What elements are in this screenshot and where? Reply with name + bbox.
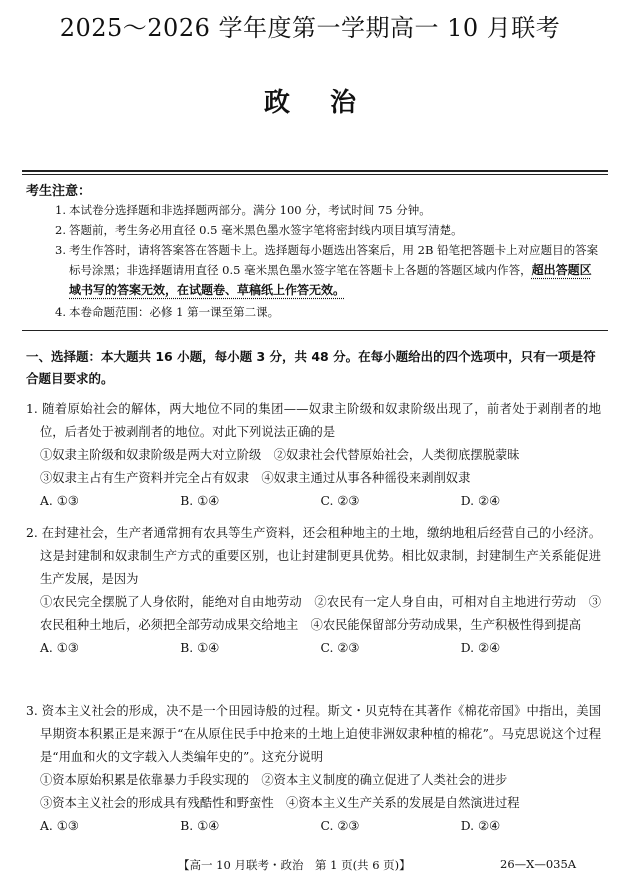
option-d: D. ②④: [460, 494, 501, 508]
notice-item-number: 1.: [55, 203, 66, 217]
notice-item-text: 本试卷分选择题和非选择题两部分。满分 100 分，考试时间 75 分钟。: [69, 203, 431, 217]
option-a: A. ①③: [40, 494, 79, 508]
option-b: B. ①④: [180, 819, 220, 833]
question-stem: 1. 随着原始社会的解体，两大地位不同的集团——奴隶主阶级和奴隶阶级出现了，前者处于剥削者的地位，后者处于被剥削者的地位。对此下列说法正确的是: [26, 402, 601, 439]
divider-thin: [22, 174, 608, 175]
notice-item-text-regular: 考生作答时，请将答案答在答题卡上。选择题每小题选出答案后，用 2B 铅笔把答题卡上对应题目的答案标号涂黑；非选择题请用直径 0.5 毫米黑色墨水签字笔在答题卡上各题的答题区域内作答，: [69, 243, 599, 277]
notice-item-text-emphasis: 超出答题区域书写的答案无效，在试题卷、草稿纸上作答无效。: [69, 263, 592, 297]
notice-item-text: [55, 240, 600, 300]
notice-divider: [22, 330, 608, 331]
question-2: [26, 522, 601, 660]
subject-title: 政治: [263, 88, 396, 118]
question-statement: ①资本原始积累是依靠暴力手段实现的 ②资本主义制度的确立促进了人类社会的进步: [40, 773, 508, 787]
question-stem: 2. 在封建社会，生产者通常拥有农具等生产资料，还会租种地主的土地，缴纳地租后经营自己的小经济。这是封建制和奴隶制生产方式的重要区别，也让封建制更具优势。相比奴隶制，封建制生产关系能促进生产发展，是因为: [26, 526, 601, 586]
footer-exam-code: 26—X—035A: [500, 857, 577, 871]
option-b: B. ①④: [180, 641, 220, 655]
notice-item-number: 4.: [55, 305, 66, 319]
option-b: B. ①④: [180, 494, 220, 508]
section-heading: 一、选择题：本大题共 16 小题，每小题 3 分，共 48 分。在每小题给出的四个选项中，只有一项是符合题目要求的。: [26, 349, 596, 386]
answer-options: [26, 490, 601, 513]
notice-heading: 考生注意：: [26, 184, 92, 199]
notice-item: [55, 302, 600, 322]
answer-options: [26, 637, 601, 660]
footer-page-info: 【高一 10 月联考・政治 第 1 页(共 6 页)】: [178, 858, 411, 872]
notice-item-number: 2.: [55, 223, 66, 237]
exam-title: 2025～2026 学年度第一学期高一 10 月联考: [59, 14, 561, 42]
question-statement: ③资本主义社会的形成具有残酷性和野蛮性 ④资本主义生产关系的发展是自然演进过程: [40, 796, 520, 810]
question-1: [26, 398, 601, 513]
option-d: D. ②④: [460, 641, 501, 655]
notice-item: [55, 240, 600, 300]
option-c: C. ②③: [320, 641, 360, 655]
option-d: D. ②④: [460, 819, 501, 833]
question-stem: 3. 资本主义社会的形成，决不是一个田园诗般的过程。斯文・贝克特在其著作《棉花帝国》中指出，美国早期资本积累正是来源于“在从原住民手中抢来的土地上迫使非洲奴隶种植的棉花”。马克思说这个过程是“用血和火的文字载入人类编年史的”。这充分说明: [26, 704, 601, 764]
notice-item: [55, 200, 600, 220]
notice-item: [55, 220, 600, 240]
notice-item-number: 3.: [55, 243, 66, 257]
option-c: C. ②③: [320, 819, 360, 833]
divider-thick: [22, 170, 608, 172]
notice-item-text: 答题前，考生务必用直径 0.5 毫米黑色墨水签字笔将密封线内项目填写清楚。: [69, 223, 463, 237]
question-statement: ①农民完全摆脱了人身依附，能绝对自由地劳动 ②农民有一定人身自由，可相对自主地进行劳动 ③农民租种土地后，必须把全部劳动成果交给地主 ④农民能保留部分劳动成果，生产积极性得到提高: [40, 595, 601, 632]
notice-item-text: 本卷命题范围：必修 1 第一课至第二课。: [69, 305, 280, 319]
answer-options: [26, 815, 601, 838]
question-statement: ①奴隶主阶级和奴隶阶级是两大对立阶级 ②奴隶社会代替原始社会，人类彻底摆脱蒙昧: [40, 448, 520, 462]
option-a: A. ①③: [40, 641, 79, 655]
question-3: [26, 700, 601, 838]
option-c: C. ②③: [320, 494, 360, 508]
option-a: A. ①③: [40, 819, 79, 833]
question-statement: ③奴隶主占有生产资料并完全占有奴隶 ④奴隶主通过从事各种徭役来剥削奴隶: [40, 471, 471, 485]
